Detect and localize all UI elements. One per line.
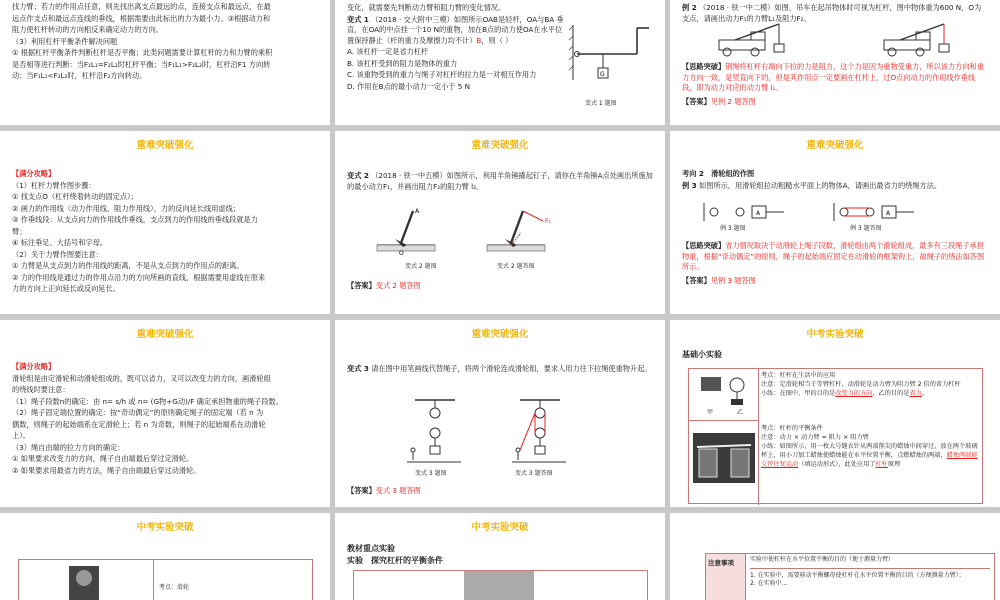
text-line: （3）绳自由端的拉力方向的确定：	[12, 442, 125, 452]
card-r1c3	[670, 0, 1000, 125]
text-line: （2）关于力臂作图要注意：	[12, 249, 103, 259]
crane-figure-1	[715, 22, 795, 58]
banner-title: 重难突破强化	[471, 329, 529, 340]
banner-title: 重难突破强化	[136, 329, 194, 340]
exam-title: 中考实验突破	[136, 522, 194, 533]
row2-text	[761, 424, 979, 469]
section-heading	[682, 350, 988, 361]
answer-line	[347, 281, 653, 292]
text-line: ② 画力的作用线（动力作用线、阻力作用线），力的反向延长线用虚线；	[12, 203, 240, 213]
tips-label: 【满分攻略】	[12, 169, 56, 178]
pulley-system-figure-1	[405, 398, 465, 468]
svg-text:G: G	[600, 71, 605, 78]
fill-answer-2: 省力	[909, 390, 922, 397]
figure-caption-2: 变式 3 题答图	[515, 470, 553, 477]
figure-caption-1: 变式 3 题图	[415, 470, 447, 477]
notes-text	[750, 556, 990, 589]
pulley-figure-1	[700, 201, 790, 223]
option-b: B. 该杠杆受到的阻力是物体的重力	[347, 58, 458, 68]
hint-text	[682, 62, 988, 94]
text-line: 上）。	[12, 431, 30, 440]
notes-header: 注意事项	[706, 554, 746, 600]
experiment-table	[18, 559, 313, 600]
row1-practice: 小练：在图中，甲的目的是改变力的方向，乙的目的是省力。	[761, 390, 929, 397]
crane-figure-2	[880, 22, 960, 58]
answer-text: 见例 3 题答图	[710, 275, 756, 285]
figure-caption-1: 例 3 题图	[720, 225, 746, 232]
notes-table	[705, 553, 995, 600]
option-a: A. 该杠杆一定是省力杠杆	[347, 47, 429, 56]
lever-photo	[464, 571, 534, 600]
r2c3-text	[682, 169, 988, 192]
card-r4c2	[335, 513, 665, 600]
text-line: 滑轮组是由定滑轮和动滑轮组成的，既可以省力，又可以改变力的方向，画滑轮组	[12, 373, 271, 383]
text-line: 臂；	[12, 226, 27, 236]
text-line: 阻力使杠杆转动的方向相反来确定动力的方向。	[12, 25, 163, 34]
text-line: ① 如果要求改变力的方向，绳子自由端最后穿过定滑轮。	[12, 454, 194, 463]
hint-block	[682, 241, 988, 287]
card-r2c3	[670, 131, 1000, 314]
point-text: 考点：滑轮	[159, 584, 190, 591]
text-line: ① 根据杠杆平衡条件判断杠杆是否平衡；此类问题需要计算杠杆的力和力臂的乘积	[12, 48, 273, 57]
card-r3c3	[670, 320, 1000, 507]
question-label: 变式 3	[347, 364, 369, 373]
answer-mark: B	[476, 35, 482, 45]
hint-body: 钢绳将杠杆右端向下拉的力是阻力，这个力是因为重物受重力，所以该力方向和重力方向一致，是竖直向下的，但是其作用点一定要画在杠杆上，过O点向动力的作用线作垂线段，即为动力对应的动力臂 l₁。	[682, 62, 984, 92]
r1c2-text	[347, 3, 565, 93]
row1-note: 注意：定滑轮相当于等臂杠杆，动滑轮是动力臂为阻力臂 2 倍的省力杠杆	[761, 381, 961, 388]
banner-title: 重难突破强化	[806, 140, 864, 151]
option-d: D. 作用在B点的最小动力一定小于 5 N	[347, 81, 470, 91]
hint-body: 省力情况取决于动滑轮上绳子段数，滑轮组由两个滑轮组成，最多有三段绳子承担物重，根据“奇动偶定”的原则，绳子的起始端应固定在动滑轮的框架钩上，故绳子的绕法如答图所示。	[682, 241, 985, 271]
svg-text:A: A	[415, 208, 420, 215]
answer-text: 见例 2 题答图	[710, 96, 756, 106]
text-line: ③ 作垂线段：从支点向力的作用线作垂线，支点到力的作用线的垂线段就是力	[12, 215, 258, 224]
section-label: 教材重点实验	[347, 544, 395, 553]
row2-note: 注意：动力 × 动力臂 = 阻力 × 阻力臂	[761, 434, 869, 441]
question-label: 例 3	[682, 180, 697, 190]
tips-label: 【满分攻略】	[12, 362, 56, 371]
text-line: ② 如果要求用最省力的方法，绳子自由端最后穿过动滑轮。	[12, 465, 201, 475]
fill-answer-3: 蜡烛两端能交替往复运动	[761, 452, 978, 468]
r3c1-text	[12, 362, 318, 477]
image-cell-1	[689, 369, 759, 421]
svg-text:F₁: F₁	[545, 218, 551, 225]
image-cell-2	[689, 421, 759, 505]
figure-caption-2: 例 3 题答图	[850, 225, 882, 232]
card-r4c1	[0, 513, 330, 600]
row1-text	[761, 371, 979, 398]
r2c1-text	[12, 169, 318, 296]
text-line: （2）绳子固定端位置的确定：按“奇动偶定”的原则确定绳子的固定端（若 n 为	[12, 408, 264, 417]
card-r1c2	[335, 0, 665, 125]
text-line: 动；当F₁L₁<F₂L₂时，杠杆沿F₂方向转动。	[12, 71, 147, 80]
card-r3c2	[335, 320, 665, 507]
svg-text:O: O	[399, 250, 404, 257]
text-line: （1）绳子段数n的确定：由 n= s/h 或 n= (G物+G动)/F 确定承担物重的绳子段数。	[12, 396, 283, 406]
hint-label: 【思路突破】	[682, 62, 726, 71]
answer-line	[682, 276, 988, 287]
text-line: ① 力臂是从支点到力的作用线的距离，不是从支点到力的作用点的距离。	[12, 261, 244, 270]
pulley-illustration	[697, 373, 751, 407]
pulley-photo	[59, 564, 109, 600]
question-label: 变式 1	[347, 14, 369, 24]
card-r1c1	[0, 0, 330, 125]
option-c: C. 该重物受到的重力与绳子对杠杆的拉力是一对相互作用力	[347, 70, 537, 79]
hint-label: 【思路突破】	[682, 241, 726, 250]
question-text	[347, 364, 653, 375]
lever-figure	[567, 20, 657, 110]
text-line: 找力臂；若力的作用点任意，则先找出离支点最远的点，连接支点和最远点，在最	[12, 2, 271, 11]
svg-text:A: A	[886, 210, 891, 217]
pulley-system-figure-2	[510, 398, 570, 468]
banner-title: 重难突破强化	[471, 140, 529, 151]
experiment-title: 实验 探究杠杆的平衡条件	[347, 556, 443, 565]
experiment-table	[353, 570, 648, 600]
card-r2c1	[0, 131, 330, 314]
text-line: ④ 标注垂足、大括号和字母。	[12, 238, 107, 247]
card-r3c1	[0, 320, 330, 507]
question-label: 例 2	[682, 3, 697, 12]
answer-text: 变式 2 题答图	[375, 281, 421, 290]
question-tail: ，则（ ）	[481, 35, 513, 45]
question-body: 如图所示，用滑轮组拉动粗糙水平面上的物体A，请画出最省力的绕绳方法。	[699, 180, 942, 190]
answer-line	[682, 97, 988, 108]
text-line: 偶数，则绳子的起始端系在定滑轮上；若 n 为奇数，则绳子的起始端系在动滑轮	[12, 419, 266, 429]
figure-caption-1: 变式 2 题图	[405, 263, 437, 270]
fill-answer-1: 改变力的方向	[835, 390, 873, 397]
note-line: 2. 在实验中...	[750, 580, 788, 587]
text-line: （3）利用杠杆平衡条件解决问题	[12, 36, 118, 46]
topic-heading: 考向 2 滑轮组的作图	[682, 169, 755, 178]
answer-label: 【答案】	[347, 486, 376, 495]
lead-text: 变化，就需要先判断动力臂和阻力臂的变化情况。	[347, 3, 506, 12]
note-line: 1. 在实验中，需要移动平衡螺母使杠杆在水平位置平衡的目的（方便测量力臂）；	[750, 571, 965, 579]
question-text	[347, 15, 565, 47]
card-r4c3	[670, 513, 1000, 600]
hint-block	[682, 62, 988, 108]
banner-title: 重难突破强化	[136, 140, 194, 151]
r1c1-text	[12, 2, 318, 83]
text-line: 力的方向上正向延长或反向延长。	[12, 284, 120, 293]
hint-text	[682, 241, 988, 273]
figure-caption-2: 变式 2 题答图	[497, 263, 535, 270]
question-text	[682, 181, 988, 192]
fill-answer-4: 杠杆	[875, 461, 888, 468]
row2-practice: 小练：如图所示，用一枚大号缝衣针从两端削尖的蜡烛中间穿过，放在两个玻璃杯上，用小刀加工蜡烛使蜡烛能在水平位置平衡，点燃蜡烛的两端，蜡烛两端能交替往复运动（填运动形式），此处应用了杠杆原理	[761, 443, 978, 468]
hammer-figure-2	[485, 203, 565, 263]
question-label: 变式 2	[347, 171, 369, 180]
candle-cups-illustration	[693, 433, 755, 483]
image-cell	[19, 560, 154, 600]
section-label: 基础小实验	[682, 350, 722, 359]
answer-label: 【答案】	[347, 281, 376, 290]
question-body: （2018 · 交大附中三模）如图所示OAB是轻杆，OA与BA 垂直，在OA的中点挂一个10 N的重物，加在B点的动力使OA在水平位置保持静止（杆的重力及摩擦力均不计）	[347, 14, 564, 45]
image-caption: 甲 乙	[707, 409, 744, 416]
answer-label: 【答案】	[682, 275, 711, 285]
pulley-figure-2	[830, 201, 920, 223]
text-line: 的绕线时要注意：	[12, 385, 70, 394]
question-text	[682, 3, 988, 24]
answer-line	[347, 486, 653, 497]
experiment-table	[688, 368, 983, 504]
answer-text: 变式 3 题答图	[375, 486, 421, 495]
figure-caption: 变式 1 题图	[585, 100, 617, 107]
note-line: 实验中使杠杆在水平位置平衡的目的（便于测量力臂）	[750, 556, 895, 563]
card-r2c2	[335, 131, 665, 314]
row2-point: 考点：杠杆的平衡条件	[761, 425, 823, 432]
text-line: ① 找支点O（杠杆绕着转动的固定点）；	[12, 192, 138, 201]
experiment-heading	[347, 543, 653, 567]
question-body: 请在图中用笔画线代替绳子，将两个滑轮连成滑轮组，要求人用力往下拉绳使重物升起。	[371, 364, 652, 373]
question-body: （2018 · 铁一中五模）如图所示，利用羊角锤撬起钉子，请你在羊角锤A点处画出所施加的最小动力F₁，并画出阻力F₂的阻力臂 l₂。	[347, 171, 653, 191]
hammer-figure-1	[375, 203, 455, 263]
svg-text:A: A	[756, 210, 761, 217]
divider	[750, 568, 990, 569]
text-line: （1）杠杆力臂作图步骤：	[12, 180, 96, 190]
text-line: ② 力的作用线是通过力的作用点沿力的方向所画的直线，根据需要用虚线在原来	[12, 272, 266, 282]
text-line: 是否相等进行判断：当F₁L₁=F₂L₂时杠杆平衡；当F₁L₁>F₂L₂时，杠杆沿F1 方向转	[12, 59, 271, 69]
exam-title: 中考实验突破	[806, 329, 864, 340]
row1-point: 考点：杠杆在生活中的应用	[761, 372, 836, 379]
question-text	[347, 171, 653, 192]
answer-label: 【答案】	[682, 96, 711, 106]
text-line: 远点作支点和最远点连线的垂线，根据需要由此标出的力为最小力。③根据动力和	[12, 13, 271, 23]
exam-title: 中考实验突破	[471, 522, 529, 533]
question-body: （2018 · 铁一中二模）如图，吊车在起吊物体时可视为杠杆，图中物体重为600 N，O为支点，请画出动力F₁的力臂L₁及阻力F₂。	[682, 3, 982, 23]
